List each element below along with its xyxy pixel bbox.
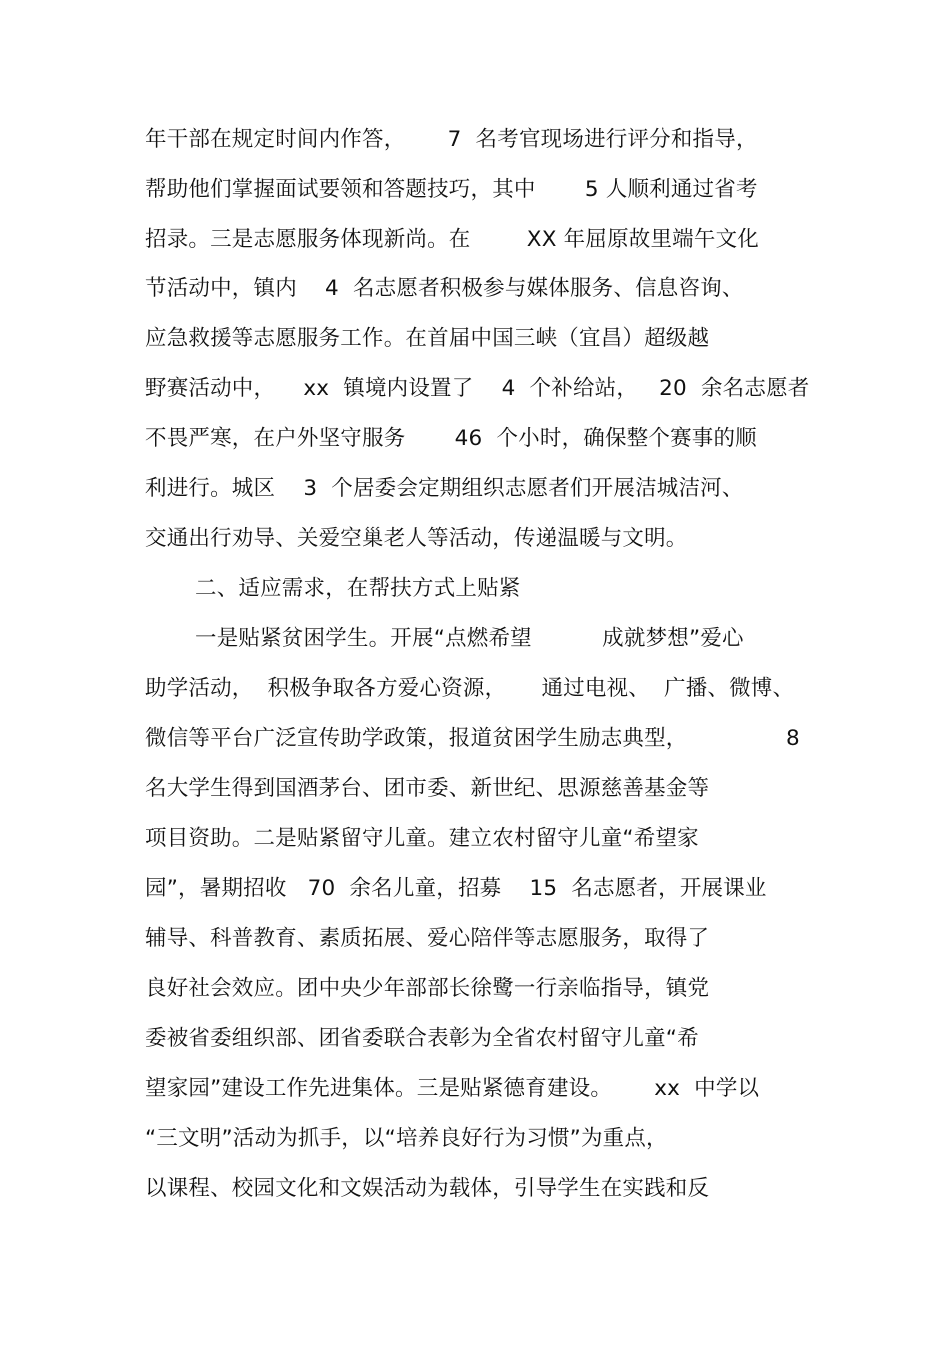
paragraph-line: 帮助他们掌握面试要领和答题技巧，其中 5 人顺利通过省考 bbox=[145, 177, 758, 202]
paragraph-line: 不畏严寒，在户外坚守服务 46 个小时，确保整个赛事的顺 bbox=[145, 426, 757, 451]
paragraph-line: 年干部在规定时间内作答， 7 名考官现场进行评分和指导， bbox=[145, 127, 758, 152]
paragraph-line: 招录。三是志愿服务体现新尚。在 XX 年屈原故里端午文化 bbox=[145, 227, 759, 252]
paragraph-line: 园”，暑期招收 70 余名儿童，招募 15 名志愿者，开展课业 bbox=[145, 876, 767, 901]
paragraph-line: 良好社会效应。团中央少年部部长徐鹭一行亲临指导，镇党 bbox=[145, 976, 710, 1001]
paragraph-line: 助学活动， 积极争取各方爱心资源， 通过电视、 广播、微博、 bbox=[145, 676, 795, 701]
paragraph-line: “三文明”活动为抓手，以“培养良好行为习惯”为重点， bbox=[145, 1126, 668, 1151]
paragraph-line: 以课程、校园文化和文娱活动为载体，引导学生在实践和反 bbox=[145, 1176, 710, 1201]
paragraph-line: 名大学生得到国酒茅台、团市委、新世纪、思源慈善基金等 bbox=[145, 776, 710, 801]
paragraph-line: 野赛活动中， xx 镇境内设置了 4 个补给站， 20 余名志愿者 bbox=[145, 376, 810, 401]
paragraph-line: 利进行。城区 3 个居委会定期组织志愿者们开展洁城洁河、 bbox=[145, 476, 744, 501]
paragraph-line: 项目资助。二是贴紧留守儿童。建立农村留守儿童“希望家 bbox=[145, 826, 699, 851]
section-heading: 二、适应需求，在帮扶方式上贴紧 bbox=[195, 576, 521, 601]
paragraph-line: 应急救援等志愿服务工作。在首届中国三峡（宜昌）超级越 bbox=[145, 326, 710, 351]
paragraph-line: 微信等平台广泛宣传助学政策，报道贫困学生励志典型， 8 bbox=[145, 726, 800, 751]
paragraph-line: 望家园”建设工作先进集体。三是贴紧德育建设。 xx 中学以 bbox=[145, 1076, 760, 1101]
paragraph-line: 一是贴紧贫困学生。开展“点燃希望 成就梦想”爱心 bbox=[195, 626, 744, 651]
paragraph-line: 委被省委组织部、团省委联合表彰为全省农村留守儿童“希 bbox=[145, 1026, 699, 1051]
paragraph-line: 辅导、科普教育、素质拓展、爱心陪伴等志愿服务，取得了 bbox=[145, 926, 710, 951]
paragraph-line: 交通出行劝导、关爱空巢老人等活动，传递温暖与文明。 bbox=[145, 526, 688, 551]
paragraph-line: 节活动中，镇内 4 名志愿者积极参与媒体服务、信息咨询、 bbox=[145, 276, 744, 301]
